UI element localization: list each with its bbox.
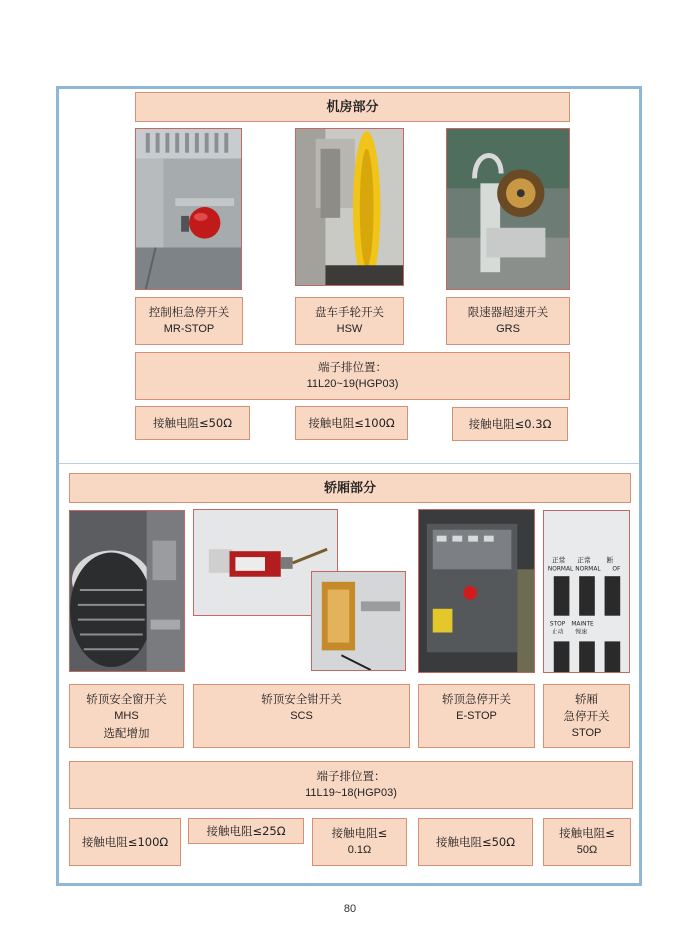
resistance-text: 接触电阻≤25Ω xyxy=(206,823,286,838)
resistance-text: 接触电阻≤50Ω xyxy=(435,834,516,849)
panel-label-stop-cn: 止动 xyxy=(551,629,564,636)
item-name-2: 急停开关 xyxy=(563,708,610,723)
label-scs xyxy=(193,684,410,748)
panel-label-off: 断 xyxy=(606,556,614,565)
resistance-text: 接触电阻≤100Ω xyxy=(81,834,169,849)
resistance-value: 0.1Ω xyxy=(347,844,372,856)
machine-room-title: 机房部分 xyxy=(135,92,570,122)
item-code: E-STOP xyxy=(456,710,497,722)
photo-car-top-estop xyxy=(418,509,535,673)
panel-label-slow: 慢速 xyxy=(575,629,587,636)
car-title: 轿厢部分 xyxy=(69,473,631,503)
car-terminal xyxy=(69,761,633,809)
terminal-value: 11L20~19(HGP03) xyxy=(306,378,399,390)
item-name: 限速器超速开关 xyxy=(467,305,549,319)
terminal-value: 11L19~18(HGP03) xyxy=(305,787,397,799)
car-resistance-4 xyxy=(418,818,533,866)
photo-control-cabinet-stop xyxy=(135,128,242,290)
photo-car-panel-stop xyxy=(543,510,630,673)
item-name: 控制柜急停开关 xyxy=(148,305,230,319)
label-grs xyxy=(446,297,570,345)
item-code: MHS xyxy=(114,709,139,722)
label-e-stop xyxy=(418,684,535,748)
car-resistance-2 xyxy=(188,818,304,844)
item-code: GRS xyxy=(496,323,520,335)
mr-resistance-2 xyxy=(295,406,408,440)
panel-label-stop-en: STOP xyxy=(549,621,566,628)
panel-label-normal-en-2: NORMAL xyxy=(575,566,601,573)
panel-label-normal-en-1: NORMAL xyxy=(547,566,574,573)
item-name: 盘车手轮开关 xyxy=(315,305,384,319)
car-resistance-5 xyxy=(543,818,631,866)
label-hsw xyxy=(295,297,404,345)
resistance-text: 接触电阻≤0.3Ω xyxy=(468,416,552,431)
item-code: MR-STOP xyxy=(163,323,215,335)
item-name: 轿顶安全钳开关 xyxy=(261,692,342,706)
section-divider xyxy=(59,463,639,464)
photo-safety-gear-detail xyxy=(311,571,406,671)
resistance-text: 接触电阻≤ xyxy=(559,826,615,840)
photo-hand-wheel-switch xyxy=(295,128,404,286)
terminal-label: 端子排位置： xyxy=(318,360,387,374)
item-name: 轿顶急停开关 xyxy=(442,692,511,706)
photo-safety-window xyxy=(69,510,185,672)
item-code: STOP xyxy=(571,726,602,739)
photo-speed-governor xyxy=(446,128,570,290)
resistance-value: 50Ω xyxy=(576,844,598,856)
item-code: HSW xyxy=(336,323,363,335)
panel-label-normal-1: 正常 xyxy=(551,556,566,565)
page-number: 80 xyxy=(343,903,357,915)
resistance-text: 接触电阻≤100Ω xyxy=(308,415,395,430)
panel-label-normal-2: 正常 xyxy=(577,556,591,565)
item-code: SCS xyxy=(290,710,313,722)
label-car-stop xyxy=(543,684,630,748)
panel-label-mainte: MAINTE xyxy=(571,621,594,628)
label-mr-stop xyxy=(135,297,243,345)
mr-resistance-1 xyxy=(135,406,250,440)
label-mhs xyxy=(69,684,184,748)
terminal-label: 端子排位置： xyxy=(316,769,386,783)
car-resistance-3 xyxy=(312,818,407,866)
panel-label-off-en: OF xyxy=(612,566,621,573)
item-note: 选配增加 xyxy=(103,725,150,740)
resistance-text: 接触电阻≤50Ω xyxy=(152,415,233,430)
resistance-text: 接触电阻≤ xyxy=(331,826,388,840)
mr-resistance-3 xyxy=(452,407,568,441)
item-name: 轿厢 xyxy=(575,691,598,706)
machine-room-terminal xyxy=(135,352,570,400)
item-name: 轿顶安全窗开关 xyxy=(86,691,167,706)
car-resistance-1 xyxy=(69,818,181,866)
